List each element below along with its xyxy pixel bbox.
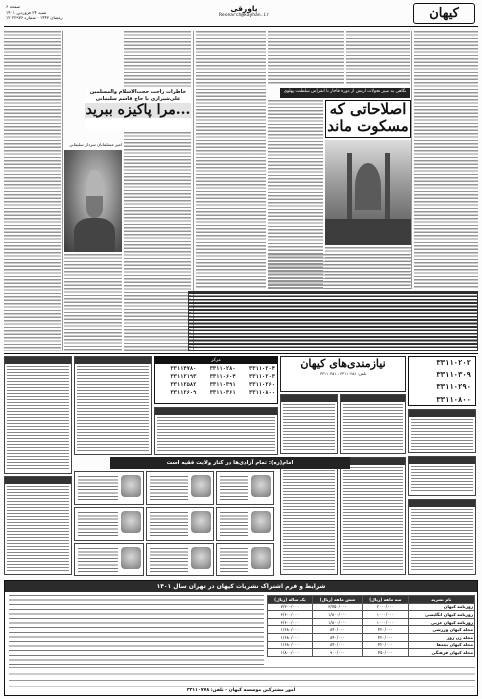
- column-divider: [411, 31, 412, 289]
- ad-card-body: [77, 366, 149, 452]
- ad-card-body: [411, 509, 473, 572]
- price-cell: ۱۰۰۰/۰۰۰: [363, 618, 409, 626]
- header-date-block: [6, 4, 63, 21]
- baby-photo: [251, 547, 271, 569]
- price-cell: ۱/۸۰۰/۰۰۰: [312, 611, 362, 619]
- price-cell: ۱/۶۸۰/۰۰۰: [268, 641, 313, 649]
- section-title: پاورقی: [230, 4, 258, 13]
- date-line: شنبه ۲۴ فروردین ۱۴۰۱: [6, 9, 47, 15]
- baby-ad: [74, 471, 144, 505]
- publication-name: روزنامه کیهان عربی: [408, 618, 474, 626]
- main-headline-text: اصلاحاتی که مسکوت ماند: [327, 100, 409, 135]
- price-cell: ۴۲۰/۰۰۰: [363, 633, 409, 641]
- header-center: [174, 4, 314, 18]
- kayhan-logo: کیهان: [413, 3, 475, 24]
- text-column-7: [196, 31, 266, 289]
- column-title-box: [85, 89, 191, 129]
- baby-photo: [121, 511, 141, 533]
- price-table-heading: شش ماهه (ریال): [312, 596, 362, 604]
- price-table-heading: یک ساله (ریال): [268, 596, 313, 604]
- baby-ad: [146, 507, 214, 541]
- baby-photo: [121, 547, 141, 569]
- ad-card-body: [343, 467, 403, 572]
- baby-ad-text: [78, 476, 118, 501]
- baby-photo: [121, 475, 141, 497]
- text-column-2: [346, 31, 410, 85]
- table-row: [268, 641, 475, 649]
- ad-card: [74, 356, 152, 455]
- ad-card: [280, 457, 338, 575]
- text-column-10: [64, 254, 122, 351]
- ad-card-body: [7, 486, 69, 572]
- photo-dome: [355, 163, 381, 210]
- main-headline: [325, 100, 411, 138]
- ad-card-title: [341, 395, 405, 402]
- phones-table: [154, 356, 278, 404]
- baby-photo: [191, 547, 211, 569]
- ad-card-title: [281, 395, 337, 402]
- baby-ad: [216, 543, 274, 576]
- price-cell: ۸۴۰/۰۰۰: [312, 626, 362, 634]
- baby-ad: [74, 543, 144, 576]
- ad-card: [408, 409, 476, 453]
- publication-name: مجله کیهان فرهنگی: [408, 649, 474, 657]
- ad-card-body: [157, 417, 275, 452]
- phone-number: ۳۳۱۱۲۵۸۲: [170, 382, 197, 389]
- price-cell: ۳/۷۵۰/۰۰۰: [312, 603, 362, 611]
- phone-number: ۳۳۱۱۰۲۰۳: [249, 374, 275, 381]
- baby-photo: [251, 511, 271, 533]
- ad-card-title: [5, 357, 71, 364]
- page-number: صفحه ۶: [6, 4, 21, 9]
- portrait-coat: [74, 218, 115, 252]
- phone-number: ۳۳۱۱۲۶۰۹: [170, 390, 197, 397]
- subscription-footer: امور مشترکین موسسه کیهان - تلفن: ۳۳۱۱۰۷۷۸: [186, 688, 296, 693]
- table-row: [268, 649, 475, 657]
- baby-ad: [146, 543, 214, 576]
- ad-card-title: [341, 458, 405, 465]
- subscription-title: شرایط و فرم اشتراک نشریات کیهان در تهران سال ۱۴۰۱: [5, 581, 477, 592]
- baby-ad-text: [150, 512, 188, 537]
- publication-name: روزنامه کیهان انگلیسی: [408, 611, 474, 619]
- ad-card: [408, 456, 476, 496]
- photo-minaret: [385, 153, 390, 227]
- table-row: [268, 626, 475, 634]
- price-cell: ۷/۳۰۰/۰۰۰: [268, 603, 313, 611]
- price-table-header: [268, 596, 475, 604]
- ad-card-title: [409, 500, 475, 507]
- text-column-3: [268, 31, 344, 85]
- table-row: [268, 633, 475, 641]
- phone-number: ۳۳۱۱۴۷۸۰: [170, 366, 197, 372]
- price-cell: ۴۵۰/۰۰۰: [363, 649, 409, 657]
- ad-card: [4, 476, 72, 575]
- ad-card-title: [5, 477, 71, 484]
- phone-number: ۳۳۱۱۰۸۰۰: [249, 390, 275, 397]
- phone-grid: [155, 364, 277, 398]
- portrait-caption: امیر مسلمانان سردار سلیمانی: [69, 142, 122, 147]
- price-cell: ۱/۶۸۰/۰۰۰: [268, 633, 313, 641]
- column-headline: مرا پاکیزه ببرید...: [85, 102, 191, 118]
- price-cell: ۳/۶۰۰/۰۰۰: [268, 618, 313, 626]
- ad-card-title: [155, 408, 277, 415]
- price-cell: ۱۰۰۰/۰۰۰: [363, 611, 409, 619]
- baby-photo: [191, 511, 211, 533]
- text-column-11: [4, 31, 61, 351]
- photo-minaret: [347, 153, 352, 227]
- phone-number: ۳۳۱۱۲۱۹۳: [170, 374, 197, 381]
- soleimani-portrait: [64, 150, 122, 252]
- ad-card: [340, 394, 406, 454]
- bold-text-band: [188, 291, 478, 351]
- issue-line: ۱۲ رمضان ۱۴۴۳ - شماره ۲۲۹۷۶: [6, 15, 63, 21]
- phone-number: ۳۳۱۱۰۲۸۰: [209, 366, 236, 372]
- ad-card-title: [75, 357, 151, 364]
- ad-card-body: [283, 404, 335, 451]
- price-cell: ۱/۸۰۰/۰۰۰: [268, 649, 313, 657]
- price-table-heading: سه ماهه (ریال): [363, 596, 409, 604]
- subscription-box: [4, 580, 478, 696]
- quote-banner: امام(ره): تمام آزادی‌ها در کنار ولایت فقیه است: [110, 457, 350, 469]
- big-phone-number: ۳۳۱۱۰۲۰۲: [436, 358, 471, 367]
- baby-photo: [251, 475, 271, 497]
- table-row: [268, 603, 475, 611]
- phone-number: ۳۳۱۱۰۳۶۱: [209, 390, 236, 397]
- mosque-photo: [325, 140, 411, 245]
- price-cell: ۳/۶۰۰/۰۰۰: [268, 611, 313, 619]
- main-story-kicker: نگاهی به سیر تحولات ارتش از دوره قاجار تا انقراض سلطنت پهلوی: [280, 88, 410, 98]
- ad-card: [4, 356, 72, 474]
- subscription-form[interactable]: [9, 667, 475, 687]
- phone-number: ۳۳۱۱۰۳۹۱: [209, 382, 236, 389]
- price-cell: ۲۰۰۰/۰۰۰: [363, 603, 409, 611]
- baby-ad-text: [150, 548, 188, 572]
- ad-card-body: [411, 419, 473, 450]
- baby-ad-text: [78, 512, 118, 537]
- ad-card-body: [7, 366, 69, 471]
- column-kicker: خاطرات راحت حجت‌الاسلام والمسلمین علی‌شیرازی با حاج قاسم سلیمانی: [89, 89, 187, 102]
- publication-name: روزنامه کیهان: [408, 603, 474, 611]
- ad-card: [408, 499, 476, 575]
- price-cell: ۴۲۰/۰۰۰: [363, 641, 409, 649]
- publication-name: مجله کیهان بچه‌ها: [408, 641, 474, 649]
- price-cell: ۸۴۰/۰۰۰: [312, 633, 362, 641]
- price-cell: ۹۰۰/۰۰۰: [312, 649, 362, 657]
- classifieds-title-box: [280, 356, 406, 392]
- classifieds-title: نیازمندی‌های کیهان: [300, 357, 386, 370]
- big-phone-number: ۳۳۱۱۰۲۹۰: [436, 382, 471, 392]
- price-cell: ۱/۶۸۰/۰۰۰: [268, 626, 313, 634]
- ad-card-body: [283, 467, 335, 572]
- text-column-12: [268, 254, 410, 289]
- publication-name: مجله کیهان ورزشی: [408, 626, 474, 634]
- baby-ad: [146, 471, 214, 505]
- baby-ad-text: [220, 512, 248, 537]
- price-cell: ۸۴۰/۰۰۰: [312, 641, 362, 649]
- ad-card: [154, 407, 278, 455]
- text-column-9: [124, 132, 191, 351]
- column-divider: [62, 31, 63, 351]
- phone-number: ۳۳۱۱۰۶۰۴: [209, 374, 236, 381]
- table-row: [268, 611, 475, 619]
- baby-ad-text: [78, 548, 118, 572]
- ad-card-title: [409, 410, 475, 417]
- price-cell: ۱/۸۰۰/۰۰۰: [312, 618, 362, 626]
- phone-number: ۳۳۱۱۰۲۰۴: [249, 366, 275, 372]
- publication-name: مجله زن روز: [408, 633, 474, 641]
- ad-card: [340, 457, 406, 575]
- baby-ad-text: [150, 476, 188, 501]
- text-column-4: [268, 100, 323, 200]
- section-email: Research@kayhan.ir: [219, 13, 269, 18]
- baby-ad-text: [220, 476, 248, 501]
- baby-ad-text: [220, 548, 248, 572]
- price-cell: ۴۲۰/۰۰۰: [363, 626, 409, 634]
- price-table-heading: نام نشریه: [408, 596, 474, 604]
- ad-card-body: [343, 404, 403, 451]
- price-table-body: [268, 603, 475, 656]
- subscription-terms: [9, 595, 264, 665]
- ad-card: [280, 394, 338, 454]
- portrait-beard: [86, 196, 103, 218]
- text-column-8: [124, 31, 191, 87]
- ad-card-title: [409, 457, 475, 464]
- ad-card-body: [411, 466, 473, 493]
- table-row: [268, 618, 475, 626]
- price-table: [267, 595, 475, 657]
- text-column-1: [414, 31, 478, 289]
- baby-ad: [216, 507, 274, 541]
- classifieds-phone: تلفن: ۳۳۱۱۰۲۵۱ - ۳۳۱۱۰۳۵۱: [319, 371, 367, 376]
- photo-ground: [325, 219, 411, 245]
- big-phone-number: ۳۳۱۱۰۸۰۰: [436, 394, 471, 404]
- page-header: [4, 3, 478, 27]
- big-phone-number: ۳۳۱۱۰۳۰۹: [436, 370, 471, 380]
- baby-ad: [216, 471, 274, 505]
- big-phones-box: [408, 356, 476, 406]
- phone-number: ۳۳۱۱۰۲۶۰: [249, 382, 275, 389]
- baby-photo: [191, 475, 211, 497]
- phones-title: مرکز: [155, 357, 277, 364]
- baby-ad: [74, 507, 144, 541]
